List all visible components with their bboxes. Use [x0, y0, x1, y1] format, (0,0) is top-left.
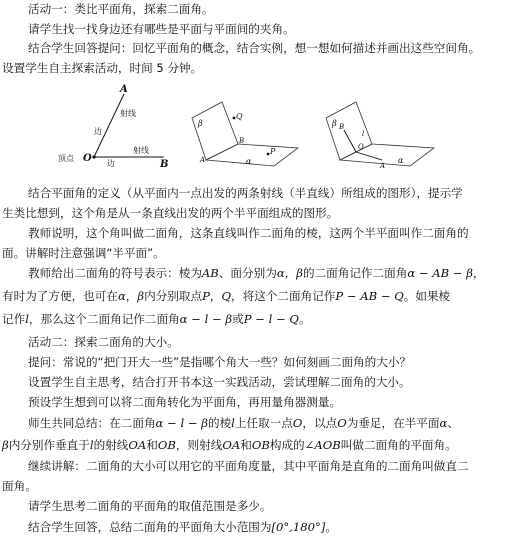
point-o-symbol: O [337, 416, 347, 430]
alpha-label: α [246, 157, 252, 166]
plane-beta [192, 102, 238, 160]
beta-symbol: ，β [284, 266, 303, 280]
notation-text: ，将这个二面角记作 [231, 289, 336, 303]
notation-text: 有时为了方便，也可在 [2, 289, 118, 303]
intro-line-3: 结合学生回答提问：回忆平面角的概念，结合实例，想一想如何描述并画出这些空间角。 [28, 41, 481, 55]
plane-alpha [206, 144, 298, 166]
beta-symbol: β [137, 289, 145, 303]
side1-label: 边 [94, 127, 102, 136]
dihedral-expr-3: α − l − β [179, 312, 233, 326]
point-q-symbol: Q [221, 289, 232, 303]
point-b-label: B [160, 159, 169, 168]
edge-ab: AB [201, 266, 219, 280]
alpha-symbol: α [439, 416, 448, 430]
para2-line1: 教师说明，这个角叫做二面角，这条直线叫作二面角的棱，这两个半平面叫作二面角的 [28, 226, 469, 240]
p-label: P [270, 147, 276, 156]
intro-line-2: 请学生找一找身边还有哪些是平面与平面间的夹角。 [28, 22, 295, 36]
dihedral-angle-pq-figure [188, 96, 308, 170]
notation-line2 [2, 289, 450, 303]
summary-text: 、 [447, 416, 459, 430]
notation-text: 的二面角记作二面角 [302, 266, 408, 280]
alpha-symbol: α [117, 289, 126, 303]
para1-line1: 结合平面角的定义（从平面内一点出发的两条射线（半直线）所组成的图形），提示学 [28, 186, 463, 200]
alpha-symbol: α [276, 266, 285, 280]
alpha-label: α [398, 156, 404, 165]
side2-label: 边 [107, 159, 115, 168]
point-o-symbol: O [292, 416, 303, 430]
summary-text: 的射线 [93, 438, 129, 452]
think-range-line: 请学生思考二面角的平面角的取值范围是多少。 [28, 499, 272, 513]
b-label: B [339, 123, 345, 131]
summary-line2 [2, 438, 457, 452]
ray-ob-symbol: OB [251, 438, 270, 452]
summary-text: 内分别作垂直于 [8, 438, 90, 452]
edge-l-symbol: l [25, 312, 29, 326]
notation-text: 内分别取点 [144, 289, 203, 303]
notation-text: 。 [298, 312, 311, 326]
intro-line-4: 设置学生自主探索活动，时间 5 分钟。 [2, 61, 203, 75]
ray-oa-symbol: OA [222, 438, 241, 452]
q-label: Q [236, 112, 243, 121]
notation-text: 教师给出二面角的符号表示：棱为 [28, 266, 202, 280]
preset-line: 预设学生想到可以将二面角转化为平面角，再用量角器测量。 [28, 395, 342, 409]
ray-oa-symbol: OA [128, 438, 147, 452]
l-label: l [362, 130, 365, 138]
summary-text: ，则射线 [175, 438, 223, 452]
dihedral-expr-2: P − AB − Q [335, 289, 404, 303]
dihedral-expr-4: P − l − Q [243, 312, 299, 326]
edge-l-symbol: l [89, 438, 94, 452]
summary-text: 上任取一点 [234, 416, 293, 430]
ray2-label: 射线 [133, 146, 149, 155]
edge-l-symbol: l [231, 416, 235, 430]
notation-text: ， [472, 266, 485, 280]
summary-text: 叫做二面角的平面角。 [340, 438, 457, 452]
beta-label: β [332, 119, 337, 128]
point-p [267, 153, 270, 156]
student-think-line: 设置学生自主思考，结合打开书本这一实践活动，尝试理解二面角的大小。 [28, 375, 411, 389]
angle-aob-symbol: ∠AOB [304, 438, 341, 452]
vertex-o-label: O [83, 153, 92, 164]
summary-text: 为垂足，在半平面 [346, 416, 440, 430]
point-p-symbol: P [202, 289, 210, 303]
question-line: 提问：常说的“把门开大一些”是指哪个角大一些？如何刻画二面角的大小？ [28, 355, 412, 369]
dihedral-expr: α − l − β [155, 416, 208, 430]
ray-ob [344, 130, 356, 152]
activity-two-heading: 活动二：探索二面角的大小。 [28, 335, 179, 349]
notation-text: 、面分别为 [218, 266, 277, 280]
dihedral-expr-1: α − AB − β [407, 266, 473, 280]
o-label: O [358, 143, 364, 151]
ray1-label: 射线 [120, 109, 136, 118]
beta-label: β [198, 119, 203, 128]
ray-ob-symbol: OB [157, 438, 176, 452]
explain-line1: 继续讲解：二面角的大小可以用它的平面角度量，其中平面角是直角的二面角叫做直二 [28, 459, 469, 473]
notation-text: 记作 [2, 312, 26, 326]
summary-text: 构成的 [269, 438, 305, 452]
para1-line2: 生类比想到，这个角是从一条直线出发的两个半平面组成的图形。 [2, 206, 339, 220]
ray-oa [356, 152, 382, 160]
a-label: A [200, 156, 206, 164]
notation-text: 。如果棱 [403, 289, 451, 303]
vertex-point [92, 155, 95, 158]
activity-one-heading: 活动一：类比平面角，探索二面角。 [28, 2, 214, 16]
plane-alpha [340, 144, 434, 166]
angle-range: [0°,180°] [271, 520, 326, 534]
para2-line2: 面。讲解时注意强调“半平面”。 [2, 246, 165, 260]
explain-line2: 面角。 [2, 479, 37, 493]
summary-text: ，以点 [302, 416, 338, 430]
summary-line1 [28, 416, 459, 430]
notation-text: ， [125, 289, 138, 303]
vertex-label: 顶点 [58, 154, 74, 163]
summary-text: 的棱 [207, 416, 232, 430]
summary-text: 和 [240, 438, 252, 452]
notation-line1 [28, 266, 485, 280]
summary-text: 和 [146, 438, 158, 452]
conclusion-text: 结合学生回答，总结二面角的平面角大小范围为 [28, 520, 272, 534]
a-label: A [380, 162, 386, 170]
notation-text: 或 [232, 312, 244, 326]
b-label: B [239, 137, 245, 145]
point-q [233, 117, 236, 120]
plane-beta [326, 102, 372, 160]
notation-line3 [2, 312, 310, 326]
conclusion-text: 。 [325, 520, 337, 534]
plane-angle-figure [56, 80, 186, 168]
beta-symbol: β [2, 438, 9, 452]
range-conclusion-line [28, 520, 337, 534]
notation-text: ，那么这个二面角记作二面角 [28, 312, 180, 326]
dihedral-plane-angle-figure [322, 96, 446, 172]
ray-oa [94, 94, 124, 157]
notation-text: ， [209, 289, 222, 303]
summary-text: 师生共同总结：在二面角 [28, 416, 156, 430]
point-a-label: A [120, 84, 128, 95]
